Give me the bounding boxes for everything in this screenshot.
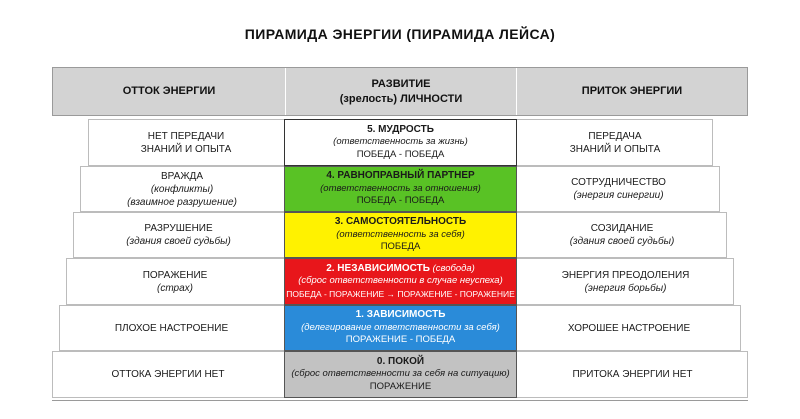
header-inflow-label: ПРИТОК ЭНЕРГИИ (581, 85, 683, 97)
level-3-outflow-line1: РАЗРУШЕНИЕ (144, 223, 213, 234)
level-4-name: 4. РАВНОПРАВНЫЙ ПАРТНЕР (326, 170, 475, 182)
table-bottom-border (52, 400, 748, 401)
level-2-name-row (326, 263, 475, 276)
level-4-outflow-line1: ВРАЖДА (160, 170, 204, 182)
level-2-outflow (66, 259, 284, 304)
level-5-outflow-line1: НЕТ ПЕРЕДАЧИ (147, 130, 225, 142)
level-0-outflow (52, 352, 284, 397)
header-inflow (517, 68, 747, 115)
level-4-outflow-line3: (взаимное разрушение) (127, 196, 237, 208)
level-0-name: 0. ПОКОЙ (376, 355, 425, 367)
level-1-desc: (делегирование ответственности за себя) (301, 321, 500, 333)
level-3-outflow-line2: (здания своей судьбы) (126, 236, 231, 247)
level-0-development (284, 351, 517, 398)
level-5-name: 5. МУДРОСТЬ (367, 123, 434, 135)
level-3-desc: (ответственность за себя) (336, 228, 465, 240)
header-development (285, 68, 517, 115)
level-4-inflow-line1: СОТРУДНИЧЕСТВО (571, 177, 666, 188)
level-1-development (284, 305, 517, 351)
level-2-inflow (517, 259, 734, 304)
level-4-outflow-line2: (конфликты) (150, 183, 214, 195)
level-2-development (284, 258, 517, 305)
level-3-inflow-line2: (здания своей судьбы) (569, 236, 675, 247)
level-2-result: ПОБЕДА - ПОРАЖЕНИЕ → ПОРАЖЕНИЕ - ПОРАЖЕНИЕ (286, 288, 515, 299)
level-5-outflow (88, 120, 284, 165)
level-5-desc: (ответственность за жизнь) (333, 136, 468, 148)
level-5-development (284, 119, 517, 166)
level-5-inflow (517, 120, 713, 165)
level-0-result: ПОРАЖЕНИЕ (369, 380, 432, 392)
page-title: ПИРАМИДА ЭНЕРГИИ (ПИРАМИДА ЛЕЙСА) (244, 26, 556, 42)
level-4-outflow (80, 167, 284, 211)
level-5-result: ПОБЕДА - ПОБЕДА (356, 148, 445, 160)
level-1-outflow (59, 306, 284, 350)
level-2-inflow-line2: (энергия борьбы) (584, 282, 667, 294)
level-4-development (284, 166, 517, 212)
level-3-name: 3. САМОСТОЯТЕЛЬНОСТЬ (334, 216, 467, 228)
level-2-outflow-line1: ПОРАЖЕНИЕ (142, 269, 208, 281)
level-3-result: ПОБЕДА (380, 241, 421, 253)
level-1-inflow (517, 306, 741, 350)
level-2-desc: (сброс ответственности в случае неуспеха) (298, 275, 503, 287)
level-4-inflow-line2: (энергия синергии) (573, 190, 664, 201)
level-2-outflow-line2: (страх) (156, 282, 193, 294)
level-5-inflow-line2: ЗНАНИЙ И ОПЫТА (569, 143, 661, 155)
header-outflow (53, 68, 285, 115)
table-header (52, 67, 748, 116)
level-0-outflow-line1: ОТТОКА ЭНЕРГИИ НЕТ (111, 369, 225, 380)
header-development-line2: (зрелость) ЛИЧНОСТИ (339, 92, 463, 105)
level-5-outflow-line2: ЗНАНИЙ И ОПЫТА (140, 143, 232, 155)
level-3-inflow (517, 213, 727, 257)
level-4-desc: (ответственность за отношения) (320, 182, 481, 194)
level-1-outflow-line1: ПЛОХОЕ НАСТРОЕНИЕ (114, 322, 229, 334)
level-3-inflow-line1: СОЗИДАНИЕ (590, 223, 654, 234)
level-2-name-extra: (свобода) (432, 262, 475, 274)
level-1-result: ПОРАЖЕНИЕ - ПОБЕДА (345, 334, 456, 346)
level-2-name: 2. НЕЗАВИСИМОСТЬ (326, 262, 430, 274)
level-0-desc: (сброс ответственности за себя на ситуацию) (291, 368, 510, 380)
level-5-inflow-line1: ПЕРЕДАЧА (588, 130, 642, 142)
level-0-inflow (517, 352, 748, 397)
level-0-inflow-line1: ПРИТОКА ЭНЕРГИИ НЕТ (572, 369, 693, 380)
level-4-result: ПОБЕДА - ПОБЕДА (356, 195, 445, 207)
level-2-inflow-line1: ЭНЕРГИЯ ПРЕОДОЛЕНИЯ (561, 269, 690, 281)
level-4-inflow (517, 167, 720, 211)
level-1-inflow-line1: ХОРОШЕЕ НАСТРОЕНИЕ (567, 322, 691, 334)
level-3-outflow (73, 213, 284, 257)
header-development-line1: РАЗВИТИЕ (371, 77, 431, 90)
level-1-name: 1. ЗАВИСИМОСТЬ (355, 309, 446, 321)
level-3-development (284, 212, 517, 258)
header-outflow-label: ОТТОК ЭНЕРГИИ (122, 85, 216, 97)
